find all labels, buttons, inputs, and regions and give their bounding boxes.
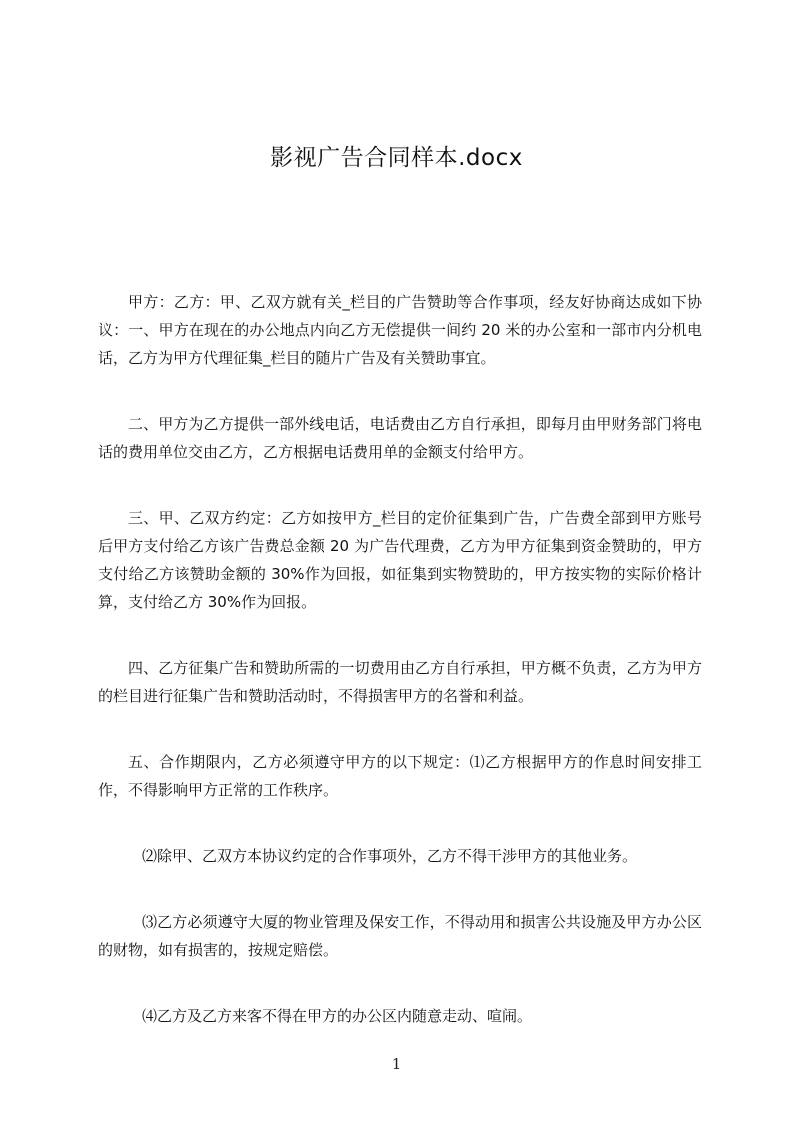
document-title: 影视广告合同样本.docx [270, 145, 523, 171]
document-body [98, 288, 702, 1068]
paragraph-7: ⑶乙方必须遵守大厦的物业管理及保安工作，不得动用和损害公共设施及甲方办公区的财物，如有损害的，按规定赔偿。 [98, 913, 702, 959]
paragraph-1: 甲方：乙方：甲、乙双方就有关_栏目的广告赞助等合作事项，经友好协商达成如下协议：一、甲方在现在的办公地点内向乙方无偿提供一间约 20 米的办公室和一部市内分机电话，乙方为甲方代理征集_栏目的随片广告及有关赞助事宜。 [98, 293, 702, 367]
paragraph-8: ⑷乙方及乙方来客不得在甲方的办公区内随意走动、喧闹。 [142, 1007, 533, 1025]
paragraph-2: 二、甲方为乙方提供一部外线电话，电话费由乙方自行承担，即每月由甲财务部门将电话的费用单位交由乙方，乙方根据电话费用单的金额支付给甲方。 [98, 415, 702, 461]
paragraph-6: ⑵除甲、乙双方本协议约定的合作事项外，乙方不得干涉甲方的其他业务。 [142, 847, 638, 865]
paragraph-5: 五、合作期限内，乙方必须遵守甲方的以下规定：⑴乙方根据甲方的作息时间安排工作，不得影响甲方正常的工作秩序。 [98, 753, 702, 799]
page-number: 1 [391, 1055, 402, 1073]
paragraph-3: 三、甲、乙双方约定：乙方如按甲方_栏目的定价征集到广告，广告费全部到甲方账号后甲方支付给乙方该广告费总金额 20 为广告代理费，乙方为甲方征集到资金赞助的，甲方支付给乙方该赞助金额的 30%作为回报，如征集到实物赞助的，甲方按实物的实际价格计算，支付给乙方 30%作为回报。 [98, 509, 702, 611]
paragraph-4: 四、乙方征集广告和赞助所需的一切费用由乙方自行承担，甲方概不负责，乙方为甲方的栏目进行征集广告和赞助活动时，不得损害甲方的名誉和利益。 [98, 659, 702, 705]
